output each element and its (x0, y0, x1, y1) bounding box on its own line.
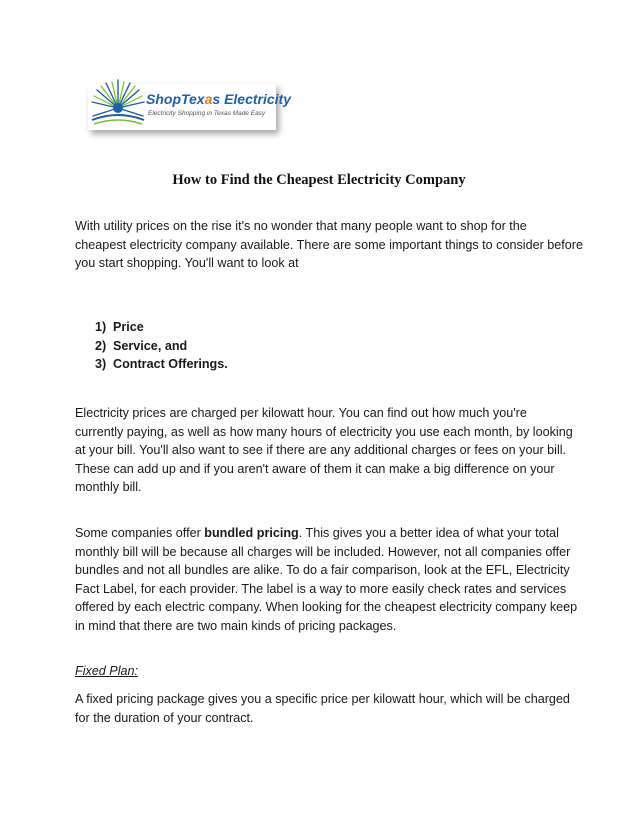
list-item (95, 337, 228, 356)
fixed-plan-line: for the duration of your contract. (75, 710, 254, 725)
pricing-line: These can add up and if you aren't aware of them it can make a big difference on your (75, 461, 555, 476)
list-item-number: 3) (95, 357, 107, 371)
intro-paragraph (75, 217, 583, 273)
list-item (95, 318, 228, 337)
logo-name-post: s Electricity (212, 91, 292, 107)
fixed-plan-heading: Fixed Plan: (75, 664, 138, 678)
list-item-number: 2) (95, 338, 107, 353)
pricing-line: at your bill. You'll also want to see if there are any additional charges or fees on your bill. (75, 443, 567, 457)
intro-line: cheapest electricity company available. There are some important things to consider before (75, 237, 583, 252)
logo-tagline: Electricity Shopping in Texas Made Easy (148, 110, 266, 117)
intro-line: you start shopping. You'll want to look at (75, 256, 299, 270)
bundled-line: Fact Label, for each provider. The label is a way to more easily check rates and services (75, 581, 567, 596)
pricing-paragraph (75, 404, 575, 497)
bundled-paragraph (75, 524, 578, 635)
pricing-line: Electricity prices are charged per kilowatt hour. You can find out how much you're (75, 406, 527, 420)
bundled-line: in mind that there are two main kinds of pricing packages. (75, 618, 397, 633)
bundled-line (75, 524, 575, 543)
bundled-line-pre: Some companies offer (75, 526, 205, 540)
bundled-pricing-term: bundled pricing (204, 526, 299, 540)
fixed-plan-paragraph (75, 690, 575, 727)
logo-name-mid: a (204, 91, 213, 107)
fixed-plan-line: A fixed pricing package gives you a specific price per kilowatt hour, which will be charged (75, 692, 570, 706)
document-title: How to Find the Cheapest Electricity Company (172, 172, 466, 188)
bundled-line-post: . This gives you a better idea of what your total (298, 526, 559, 540)
intro-line: With utility prices on the rise it's no wonder that many people want to shop for the (75, 219, 527, 233)
logo-name-pre: ShopTex (146, 91, 205, 107)
pricing-line: currently paying, as well as how many hours of electricity you use each month, by looking (75, 424, 573, 439)
considerations-list (95, 318, 228, 374)
bundled-line: offered by each electric company. When looking for the cheapest electricity company keep (75, 600, 578, 614)
list-item (95, 355, 228, 374)
logo-name (146, 91, 291, 107)
bundled-line: bundles and not all bundles are alike. To do a fair comparison, look at the EFL, Electricity (75, 563, 570, 577)
sunburst-icon (90, 74, 146, 138)
bundled-line: monthly bill will be because all charges will be included. However, not all companies offer (75, 544, 571, 559)
list-item-text: Contract Offerings. (113, 357, 228, 371)
list-item-text: Service, and (113, 338, 188, 353)
company-logo (88, 84, 292, 130)
list-item-number: 1) (95, 320, 107, 334)
list-item-text: Price (113, 320, 144, 334)
pricing-line: monthly bill. (75, 480, 142, 494)
